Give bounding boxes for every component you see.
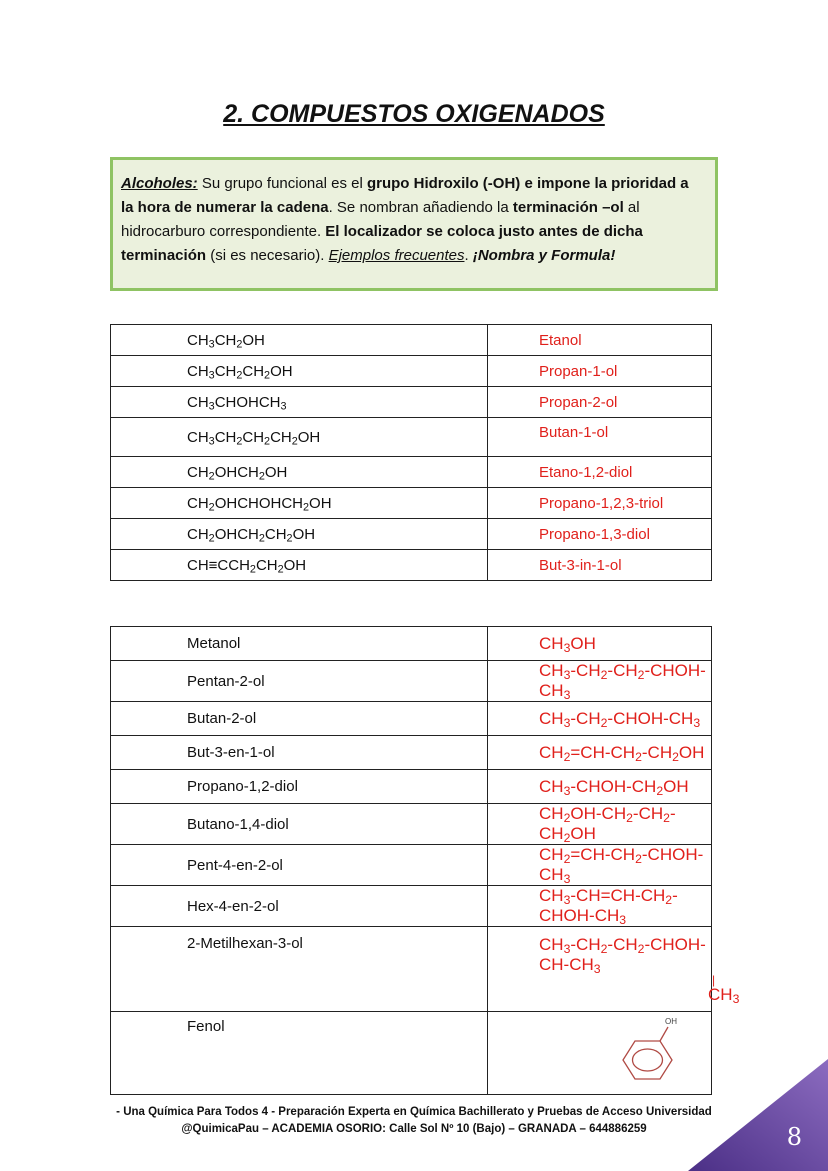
alcoholes-intro-box <box>110 157 718 291</box>
semi-developed-formula <box>539 845 704 887</box>
formula-part: CH≡CCH <box>187 556 250 574</box>
formula-part: OH-CH <box>570 804 627 823</box>
formula-part: CH <box>187 331 209 349</box>
formula-part: CH <box>187 362 209 380</box>
intro-text-5: . <box>464 247 473 264</box>
compound-name-cell: Propano-1,2-diol <box>111 770 488 804</box>
formula-part: CH <box>187 428 209 446</box>
formula-part: OHCHOHCH <box>214 494 304 512</box>
formula-part: CH <box>539 633 564 653</box>
condensed-formula <box>187 557 306 574</box>
corner-triangle <box>688 1059 828 1171</box>
table-row <box>111 927 712 1012</box>
footer-line-2: @QuimicaPau – ACADEMIA OSORIO: Calle Sol Nº 10 (Bajo) – GRANADA – 644886259 <box>181 1123 647 1135</box>
formula-subscript: 2 <box>665 893 673 908</box>
compound-name-cell: Pent-4-en-2-ol <box>111 845 488 886</box>
table-row <box>111 387 712 418</box>
iupac-name-cell: Propan-1-ol <box>488 356 712 387</box>
table-row <box>111 1012 712 1095</box>
formula-subscript: 2 <box>286 532 293 545</box>
table-row <box>111 356 712 387</box>
formula-part: -CH <box>570 708 601 728</box>
formula-subscript: 2 <box>277 563 284 576</box>
formula-part: CH <box>539 742 564 762</box>
formula-part: CH <box>539 886 564 905</box>
formula-subscript: 2 <box>600 715 608 730</box>
formula-part: CH <box>242 362 265 380</box>
iupac-name-cell: Propan-2-ol <box>488 387 712 418</box>
bond-line: | <box>712 973 716 987</box>
compound-name-cell: 2-Metilhexan-3-ol <box>111 927 488 1012</box>
table-row <box>111 661 712 702</box>
aromatic-circle <box>633 1049 663 1071</box>
formula-subscript: 3 <box>619 913 627 928</box>
table-row <box>111 325 712 356</box>
formula-subscript: 2 <box>236 369 243 382</box>
formula-subscript: 3 <box>563 668 571 683</box>
formula-subscript: 2 <box>208 501 215 514</box>
formula-cell <box>111 519 488 550</box>
formula-cell <box>111 418 488 457</box>
formula-subscript: 3 <box>693 715 701 730</box>
formula-part: =CH-CH <box>570 845 636 864</box>
table-row <box>111 550 712 581</box>
condensed-formula <box>187 363 293 380</box>
table-row <box>111 886 712 927</box>
iupac-name-cell: Etano-1,2-diol <box>488 457 712 488</box>
formula-subscript: 2 <box>600 668 608 683</box>
compound-name-cell: Butan-2-ol <box>111 702 488 736</box>
formula-part: -CH <box>570 935 601 954</box>
condensed-formula <box>187 429 320 446</box>
table-row <box>111 736 712 770</box>
formula-subscript: 2 <box>635 852 642 867</box>
formula-subscript: 2 <box>626 811 633 826</box>
formula-to-name-table <box>110 324 712 581</box>
page-title: 2. COMPUESTOS OXIGENADOS <box>223 100 605 128</box>
formula-part: CH <box>539 804 564 823</box>
oh-label: OH <box>665 1017 677 1026</box>
table-row <box>111 804 712 845</box>
formula-subscript: 2 <box>563 749 571 764</box>
intro-text-1: Su grupo funcional es el <box>197 175 367 192</box>
formula-part: -CH <box>539 804 676 843</box>
iupac-name-cell: But-3-in-1-ol <box>488 550 712 581</box>
formula-part: OH <box>309 494 332 512</box>
formula-subscript: 3 <box>563 783 571 798</box>
formula-part: OH <box>570 633 596 653</box>
semi-developed-formula <box>539 709 700 728</box>
intro-examples: Ejemplos frecuentes <box>328 247 465 264</box>
formula-subscript: 3 <box>208 435 215 448</box>
formula-part: CH <box>539 776 564 796</box>
intro-text-3: al hidrocarburo correspondiente. <box>121 199 640 240</box>
methyl-branch <box>539 973 740 1011</box>
formula-subscript: 3 <box>280 400 287 413</box>
formula-part: OH <box>292 525 316 543</box>
footer-line-1: - Una Química Para Todos 4 - Preparación Experta en Química Bachillerato y Pruebas de Acceso Universidad <box>116 1106 712 1118</box>
condensed-formula <box>187 495 332 512</box>
semi-developed-formula <box>539 886 678 928</box>
formula-subscript: 2 <box>303 501 310 514</box>
table-row <box>111 488 712 519</box>
formula-subscript: 3 <box>563 715 571 730</box>
formula-cell <box>111 387 488 418</box>
formula-part: OHCH <box>214 463 259 481</box>
formula-part: CH <box>270 428 292 446</box>
formula-part: CH <box>708 985 733 1004</box>
formula-subscript: 2 <box>563 831 571 846</box>
formula-part: OH <box>270 362 293 380</box>
formula-cell <box>111 457 488 488</box>
formula-part: CH <box>539 935 564 954</box>
formula-part: CH <box>539 708 564 728</box>
formula-part: CH <box>187 525 209 543</box>
formula-part: CH <box>187 393 209 411</box>
formula-part: -CH <box>570 661 601 680</box>
formula-cell <box>488 927 740 1012</box>
intro-cta: ¡Nombra y Formula! <box>472 247 616 264</box>
formula-cell <box>111 550 488 581</box>
formula-part: -CHOH-CH <box>539 886 678 925</box>
formula-subscript: 2 <box>563 852 571 867</box>
formula-part: -CH=CH-CH <box>570 886 666 905</box>
formula-subscript: 2 <box>291 435 298 448</box>
intro-bold-3: El localizador se coloca justo antes de dicha terminación <box>121 223 643 264</box>
formula-part: -CH <box>641 742 673 762</box>
intro-bold-1: grupo Hidroxilo (-OH) e impone la prioridad a la hora de numerar la cadena <box>121 175 689 216</box>
formula-subscript: 2 <box>656 783 664 798</box>
formula-cell <box>111 488 488 519</box>
formula-subscript: 2 <box>563 811 571 826</box>
compound-name-cell: But-3-en-1-ol <box>111 736 488 770</box>
formula-part: -CH <box>607 661 638 680</box>
oh-bond <box>660 1027 668 1041</box>
formula-part: -CHOH-CH <box>539 661 706 700</box>
table-row <box>111 702 712 736</box>
table-row <box>111 845 712 886</box>
formula-part: OH <box>678 742 705 762</box>
formula-cell <box>488 845 712 886</box>
formula-part: -CHOH-CH-CH <box>539 935 706 974</box>
formula-subscript: 2 <box>600 942 608 957</box>
intro-text-2: . Se nombran añadiendo la <box>328 199 513 216</box>
iupac-name-cell: Etanol <box>488 325 712 356</box>
formula-part: CHOHCH <box>214 393 281 411</box>
table-row <box>111 770 712 804</box>
formula-part: OH <box>242 331 265 349</box>
formula-subscript: 3 <box>593 962 601 977</box>
formula-subscript: 2 <box>637 668 645 683</box>
condensed-formula <box>187 394 287 411</box>
compound-name-cell: Butano-1,4-diol <box>111 804 488 845</box>
semi-developed-formula <box>539 777 689 796</box>
formula-subscript: 3 <box>563 893 571 908</box>
compound-name-cell: Hex-4-en-2-ol <box>111 886 488 927</box>
formula-part: CH <box>214 362 237 380</box>
table-row <box>111 457 712 488</box>
formula-subscript: 2 <box>672 749 679 764</box>
table-row <box>111 418 712 457</box>
formula-part: CH <box>264 525 287 543</box>
formula-subscript: 2 <box>258 532 265 545</box>
formula-part: OHCH <box>214 525 259 543</box>
formula-part: OH <box>570 824 596 843</box>
formula-part: CH <box>255 556 278 574</box>
condensed-formula <box>187 464 287 481</box>
semi-developed-formula <box>539 935 706 977</box>
formula-cell <box>111 325 488 356</box>
formula-cell <box>488 1012 712 1095</box>
formula-subscript: 2 <box>264 369 271 382</box>
formula-part: CH <box>214 428 237 446</box>
page-footer <box>110 1104 718 1138</box>
iupac-name-cell: Propano-1,2,3-triol <box>488 488 712 519</box>
table-row <box>111 519 712 550</box>
formula-part: OH <box>264 463 288 481</box>
compound-name-cell: Pentan-2-ol <box>111 661 488 702</box>
intro-bold-2: terminación –ol <box>512 199 624 216</box>
condensed-formula <box>187 526 315 543</box>
formula-part: CH <box>539 845 564 864</box>
formula-cell <box>488 661 712 702</box>
formula-part: -CHOH-CH <box>570 776 657 796</box>
formula-cell <box>488 702 712 736</box>
formula-cell <box>488 886 712 927</box>
formula-subscript: 2 <box>208 532 215 545</box>
table-row <box>111 627 712 661</box>
formula-part: CH <box>539 661 564 680</box>
formula-subscript: 2 <box>208 470 215 483</box>
benzene-ring <box>623 1041 672 1079</box>
condensed-formula <box>187 332 265 349</box>
semi-developed-formula <box>539 804 676 846</box>
formula-subscript: 2 <box>635 749 642 764</box>
branch-group <box>708 985 739 1005</box>
iupac-name-cell: Propano-1,3-diol <box>488 519 712 550</box>
semi-developed-formula <box>539 661 706 703</box>
intro-term: Alcoholes: <box>121 175 198 192</box>
iupac-name-cell: Butan-1-ol <box>488 418 712 457</box>
name-to-formula-table <box>110 626 740 1095</box>
formula-subscript: 2 <box>637 942 645 957</box>
formula-subscript: 3 <box>732 992 740 1007</box>
formula-cell <box>488 770 712 804</box>
formula-subscript: 3 <box>563 640 571 655</box>
formula-subscript: 3 <box>563 688 571 703</box>
semi-developed-formula <box>539 743 704 762</box>
formula-part: -CHOH-CH <box>607 708 694 728</box>
formula-part: -CHOH-CH <box>539 845 704 884</box>
formula-subscript: 2 <box>249 563 256 576</box>
formula-part: OH <box>663 776 689 796</box>
formula-part: CH <box>242 428 265 446</box>
formula-subscript: 2 <box>236 435 243 448</box>
formula-part: CH <box>214 331 237 349</box>
formula-subscript: 2 <box>663 811 670 826</box>
formula-part: OH <box>297 428 321 446</box>
formula-subscript: 3 <box>208 338 215 351</box>
formula-subscript: 3 <box>208 369 215 382</box>
page-number: 8 <box>786 1123 802 1151</box>
semi-developed-formula <box>539 634 596 653</box>
formula-part: CH <box>187 494 209 512</box>
formula-subscript: 3 <box>563 942 571 957</box>
formula-subscript: 2 <box>236 338 243 351</box>
formula-cell <box>488 736 712 770</box>
compound-name-cell: Fenol <box>111 1012 488 1095</box>
formula-part: -CH <box>632 804 664 823</box>
intro-text-4: (si es necesario). <box>206 247 329 264</box>
formula-cell <box>488 804 712 845</box>
formula-subscript: 2 <box>264 435 271 448</box>
formula-subscript: 2 <box>258 470 265 483</box>
formula-subscript: 3 <box>563 872 571 887</box>
formula-part: -CH <box>607 935 638 954</box>
formula-cell <box>488 627 712 661</box>
formula-part: OH <box>283 556 307 574</box>
compound-name-cell: Metanol <box>111 627 488 661</box>
formula-cell <box>111 356 488 387</box>
formula-part: CH <box>187 463 209 481</box>
formula-part: =CH-CH <box>570 742 636 762</box>
formula-subscript: 3 <box>208 400 215 413</box>
